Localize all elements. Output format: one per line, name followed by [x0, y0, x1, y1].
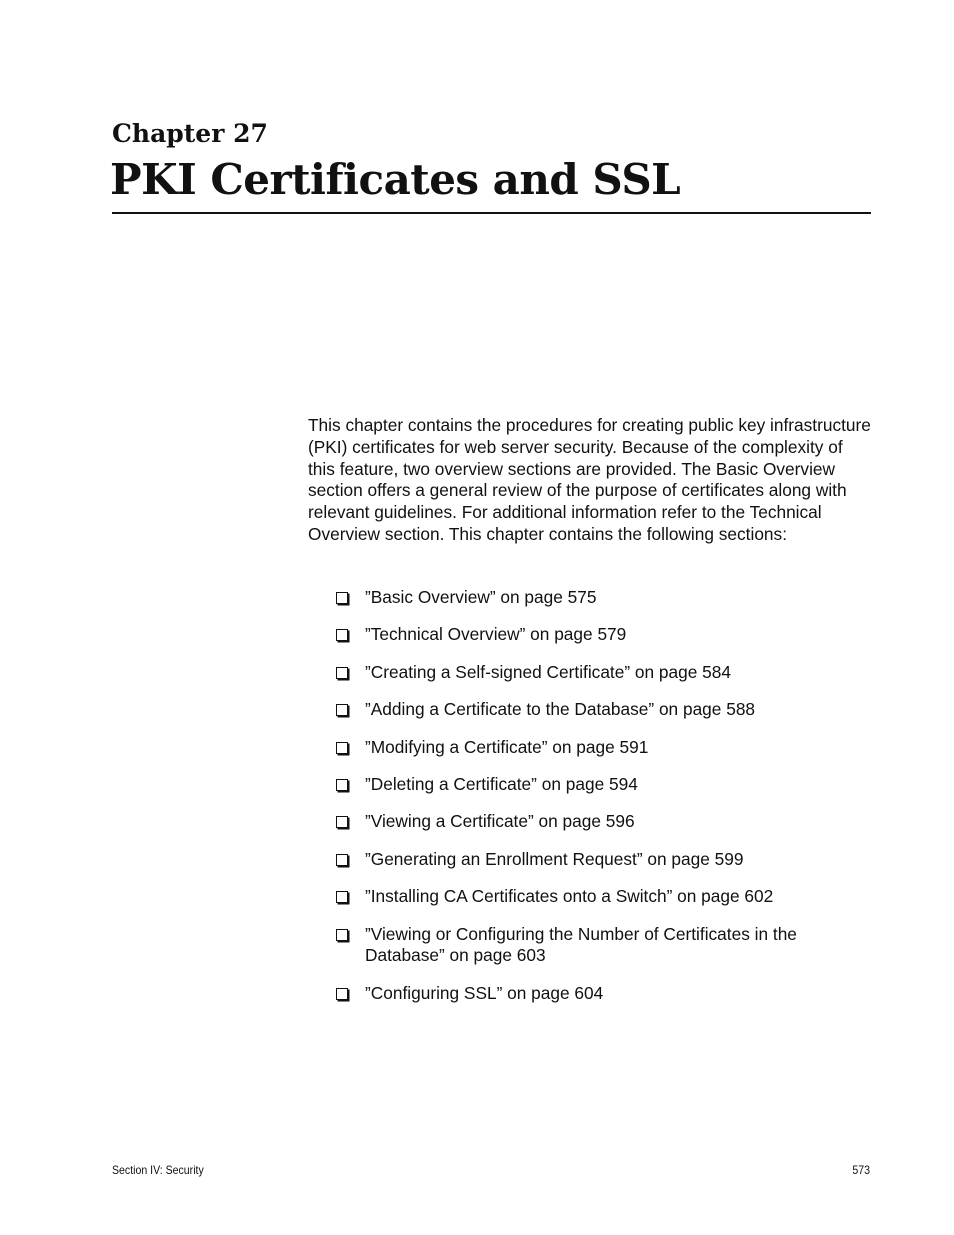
checkbox-icon	[336, 891, 348, 903]
list-item	[336, 774, 876, 796]
list-item	[336, 737, 876, 759]
checkbox-icon	[336, 816, 348, 828]
section-link[interactable]: ”Generating an Enrollment Request” on page 599	[365, 848, 744, 869]
list-item	[336, 886, 876, 908]
footer-section-label: Section IV: Security	[112, 1163, 204, 1177]
checkbox-icon	[336, 667, 348, 679]
title-divider	[112, 212, 871, 214]
section-link[interactable]: ”Modifying a Certificate” on page 591	[365, 736, 649, 757]
section-list	[336, 587, 876, 1020]
checkbox-icon	[336, 854, 348, 866]
checkbox-icon	[336, 742, 348, 754]
checkbox-icon	[336, 704, 348, 716]
list-item	[336, 983, 876, 1005]
section-link[interactable]: ”Creating a Self-signed Certificate” on page 584	[365, 661, 731, 682]
section-link[interactable]: ”Basic Overview” on page 575	[365, 587, 597, 607]
section-link[interactable]: ”Viewing a Certificate” on page 596	[365, 811, 635, 832]
checkbox-icon	[336, 592, 348, 604]
list-item	[336, 624, 876, 646]
intro-paragraph: This chapter contains the procedures for creating public key infrastructure (PKI) certificates for web server security. Because of the complexity of this feature, two overview sections are provided. The Basic Overview section offers a general review of the purpose of certificates along with relevant guidelines. For additional information refer to the Technical Overview section. This chapter contains the following sections:	[308, 415, 871, 544]
section-link[interactable]: ”Adding a Certificate to the Database” on page 588	[365, 699, 756, 720]
chapter-title: PKI Certificates and SSL	[110, 155, 681, 204]
footer-page-number: 573	[852, 1163, 870, 1177]
checkbox-icon	[336, 779, 348, 791]
list-item	[336, 662, 876, 684]
list-item	[336, 811, 876, 833]
section-link[interactable]: ”Installing CA Certificates onto a Switch” on page 602	[365, 886, 774, 907]
chapter-label: Chapter 27	[112, 119, 268, 148]
checkbox-icon	[336, 929, 348, 941]
section-link[interactable]: ”Deleting a Certificate” on page 594	[365, 773, 638, 794]
section-link[interactable]: ”Technical Overview” on page 579	[365, 624, 627, 645]
list-item	[336, 924, 876, 968]
section-link[interactable]: ”Configuring SSL” on page 604	[365, 982, 604, 1003]
checkbox-icon	[336, 629, 348, 641]
section-link[interactable]: ”Viewing or Configuring the Number of Certificates in the Database” on page 603	[365, 923, 797, 966]
list-item	[336, 849, 876, 871]
list-item	[336, 587, 876, 609]
checkbox-icon	[336, 988, 348, 1000]
list-item	[336, 699, 876, 721]
